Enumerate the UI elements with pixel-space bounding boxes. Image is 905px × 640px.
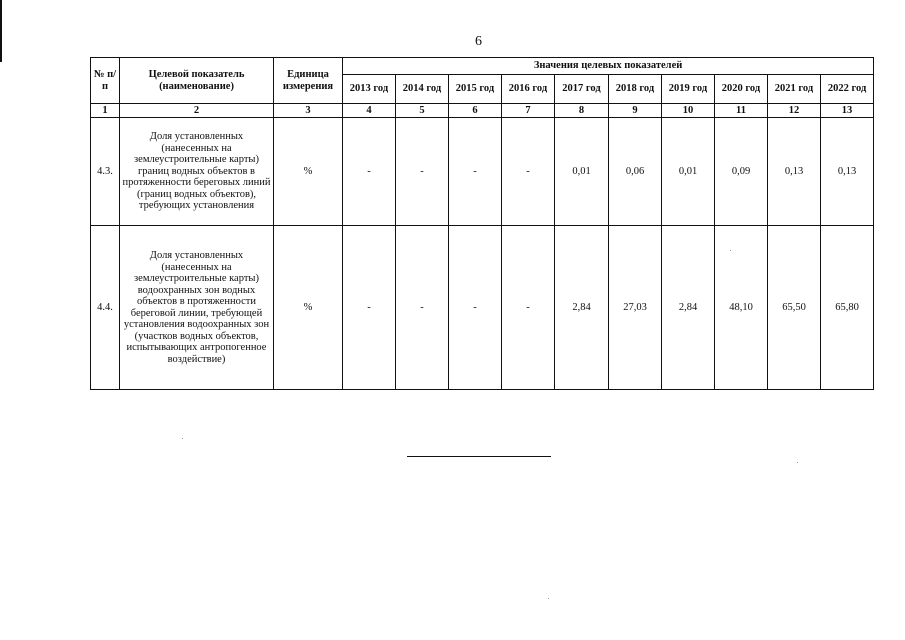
table-row — [91, 226, 874, 390]
header-year: 2021 год — [768, 75, 821, 104]
value-cell: 27,03 — [609, 226, 662, 390]
value-cell: 0,01 — [555, 118, 609, 226]
scan-speck — [182, 438, 183, 439]
column-number: 4 — [343, 104, 396, 118]
value-cell: - — [343, 118, 396, 226]
column-number: 11 — [715, 104, 768, 118]
value-cell: - — [502, 226, 555, 390]
column-number: 12 — [768, 104, 821, 118]
unit-value: % — [274, 226, 343, 390]
header-year: 2017 год — [555, 75, 609, 104]
value-cell: - — [396, 226, 449, 390]
value-cell: - — [343, 226, 396, 390]
column-number: 10 — [662, 104, 715, 118]
column-number: 9 — [609, 104, 662, 118]
value-cell: 2,84 — [555, 226, 609, 390]
value-cell: 65,80 — [821, 226, 874, 390]
row-number: 4.3. — [91, 118, 120, 226]
header-year: 2015 год — [449, 75, 502, 104]
value-cell: - — [449, 118, 502, 226]
header-year: 2020 год — [715, 75, 768, 104]
page-edge-line — [0, 0, 2, 62]
scan-speck — [730, 250, 731, 251]
column-number: 2 — [120, 104, 274, 118]
value-cell: - — [502, 118, 555, 226]
header-year: 2019 год — [662, 75, 715, 104]
value-cell: 0,01 — [662, 118, 715, 226]
page-number: 6 — [475, 34, 482, 49]
header-unit: Единица измерения — [274, 58, 343, 104]
header-indicator: Целевой показатель (наименование) — [120, 58, 274, 104]
column-number: 5 — [396, 104, 449, 118]
column-number: 6 — [449, 104, 502, 118]
header-year: 2013 год — [343, 75, 396, 104]
header-num: № п/п — [91, 58, 120, 104]
table-row — [91, 118, 874, 226]
value-cell: 0,09 — [715, 118, 768, 226]
header-year: 2016 год — [502, 75, 555, 104]
value-cell: 0,13 — [768, 118, 821, 226]
column-number: 7 — [502, 104, 555, 118]
column-number: 3 — [274, 104, 343, 118]
scan-speck — [797, 462, 798, 463]
header-values-group: Значения целевых показателей — [343, 58, 874, 75]
value-cell: 48,10 — [715, 226, 768, 390]
value-cell: 2,84 — [662, 226, 715, 390]
value-cell: - — [396, 118, 449, 226]
value-cell: - — [449, 226, 502, 390]
target-indicators-table — [90, 57, 874, 390]
header-year: 2018 год — [609, 75, 662, 104]
column-number: 1 — [91, 104, 120, 118]
header-year: 2014 год — [396, 75, 449, 104]
header-year: 2022 год — [821, 75, 874, 104]
value-cell: 65,50 — [768, 226, 821, 390]
indicator-name: Доля установленных (нанесенных на землеустроительные карты) границ водных объектов в протяженности береговых линий (границ водных объектов), требующих установления — [120, 118, 274, 226]
scan-speck — [548, 598, 549, 599]
column-number: 13 — [821, 104, 874, 118]
row-number: 4.4. — [91, 226, 120, 390]
value-cell: 0,06 — [609, 118, 662, 226]
end-of-document-line — [407, 456, 551, 457]
value-cell: 0,13 — [821, 118, 874, 226]
indicator-name: Доля установленных (нанесенных на землеустроительные карты) водоохранных зон водных объектов в протяженности береговой линии, требующей установления водоохранных зон (участков водных объектов, испытывающих антропогенное воздействие) — [120, 226, 274, 390]
column-number: 8 — [555, 104, 609, 118]
unit-value: % — [274, 118, 343, 226]
